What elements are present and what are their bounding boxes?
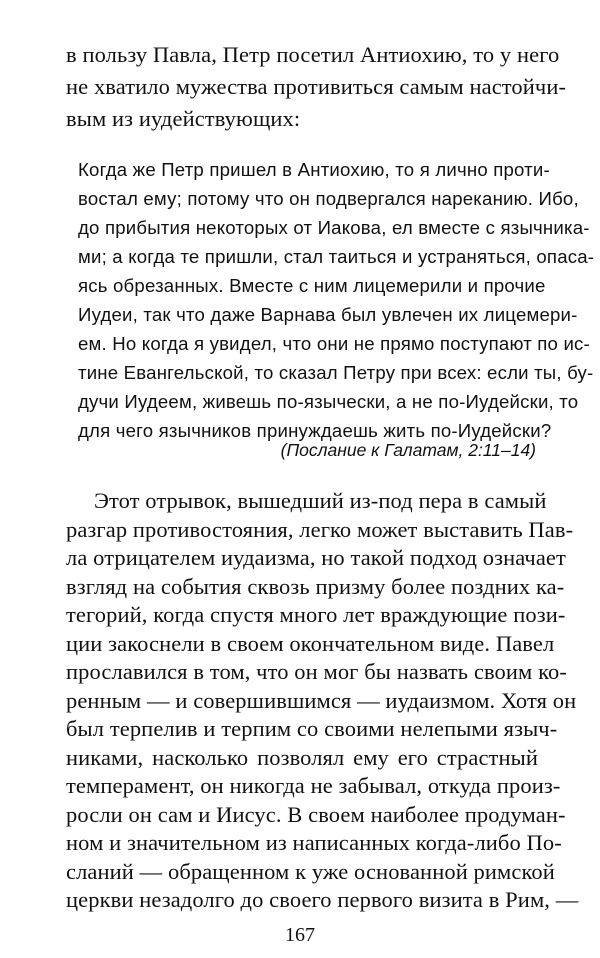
quote-line: ем. Но когда я увидел, что они не прямо поступают по ис-: [78, 333, 590, 354]
body-line: церкви незадолго до своего первого визита в Рим, —: [66, 887, 579, 912]
page-number: 167: [285, 923, 315, 946]
body-line: сланий — обращенном к уже основанной римской: [66, 858, 555, 884]
intro-line: в пользу Павла, Петр посетил Антиохию, то у него: [66, 42, 560, 67]
body-line: росли он сам и Иисус. В своем наиболее продуман-: [66, 801, 566, 827]
quote-line: до прибытия некоторых от Иакова, ел вместе с язычника-: [78, 217, 590, 238]
body-line: ном и значительном из написанных когда-либо По-: [66, 830, 562, 855]
quote-line: ясь обрезанных. Вместе с ним лицемерили и прочие: [78, 275, 546, 296]
body-line: никами, насколько позволял ему его страстный: [66, 744, 538, 770]
body-line: темперамент, он никогда не забывал, откуда произ-: [66, 773, 561, 798]
body-line: ла отрицателем иудаизма, но такой подход означает: [66, 545, 566, 570]
body-line: ренным — и совершившимся — иудаизмом. Хотя он: [66, 687, 577, 713]
body-line: взгляд на события сквозь призму более поздних ка-: [66, 573, 565, 599]
body-line: тегорий, когда спустя много лет враждующие пози-: [66, 602, 566, 627]
quote-line: ми; а когда те пришли, стал таиться и устраняться, опаса-: [78, 246, 595, 267]
quote-line: для чего язычников принуждаешь жить по-Иудейски?: [78, 420, 552, 441]
body-line: Этот отрывок, вышедший из-под пера в самый: [94, 488, 547, 513]
intro-line: вым из иудействующих:: [66, 106, 301, 131]
body-line: разгар противостояния, легко может выставить Пав-: [66, 516, 574, 542]
body-line: ции закоснели в своем окончательном виде. Павел: [66, 630, 555, 656]
quote-line: тине Евангельской, то сказал Петру при всех: если ты, бу-: [78, 362, 594, 383]
intro-line: не хватило мужества противиться самым настойчи-: [66, 74, 567, 99]
quote-line: Когда же Петр пришел в Антиохию, то я лично проти-: [78, 159, 550, 180]
quote-line: дучи Иудеем, живешь по-язычески, а не по-Иудейски, то: [78, 391, 579, 412]
quote-line: Иудеи, так что даже Варнава был увлечен их лицемери-: [78, 304, 578, 325]
quote-citation: (Послание к Галатам, 2:11–14): [280, 440, 536, 460]
body-line: прославился в том, что он мог бы назвать своим ко-: [66, 659, 567, 684]
quote-line: востал ему; потому что он подвергался нареканию. Ибо,: [78, 188, 579, 209]
body-line: был терпелив и терпим со своими нелепыми языч-: [66, 716, 558, 741]
